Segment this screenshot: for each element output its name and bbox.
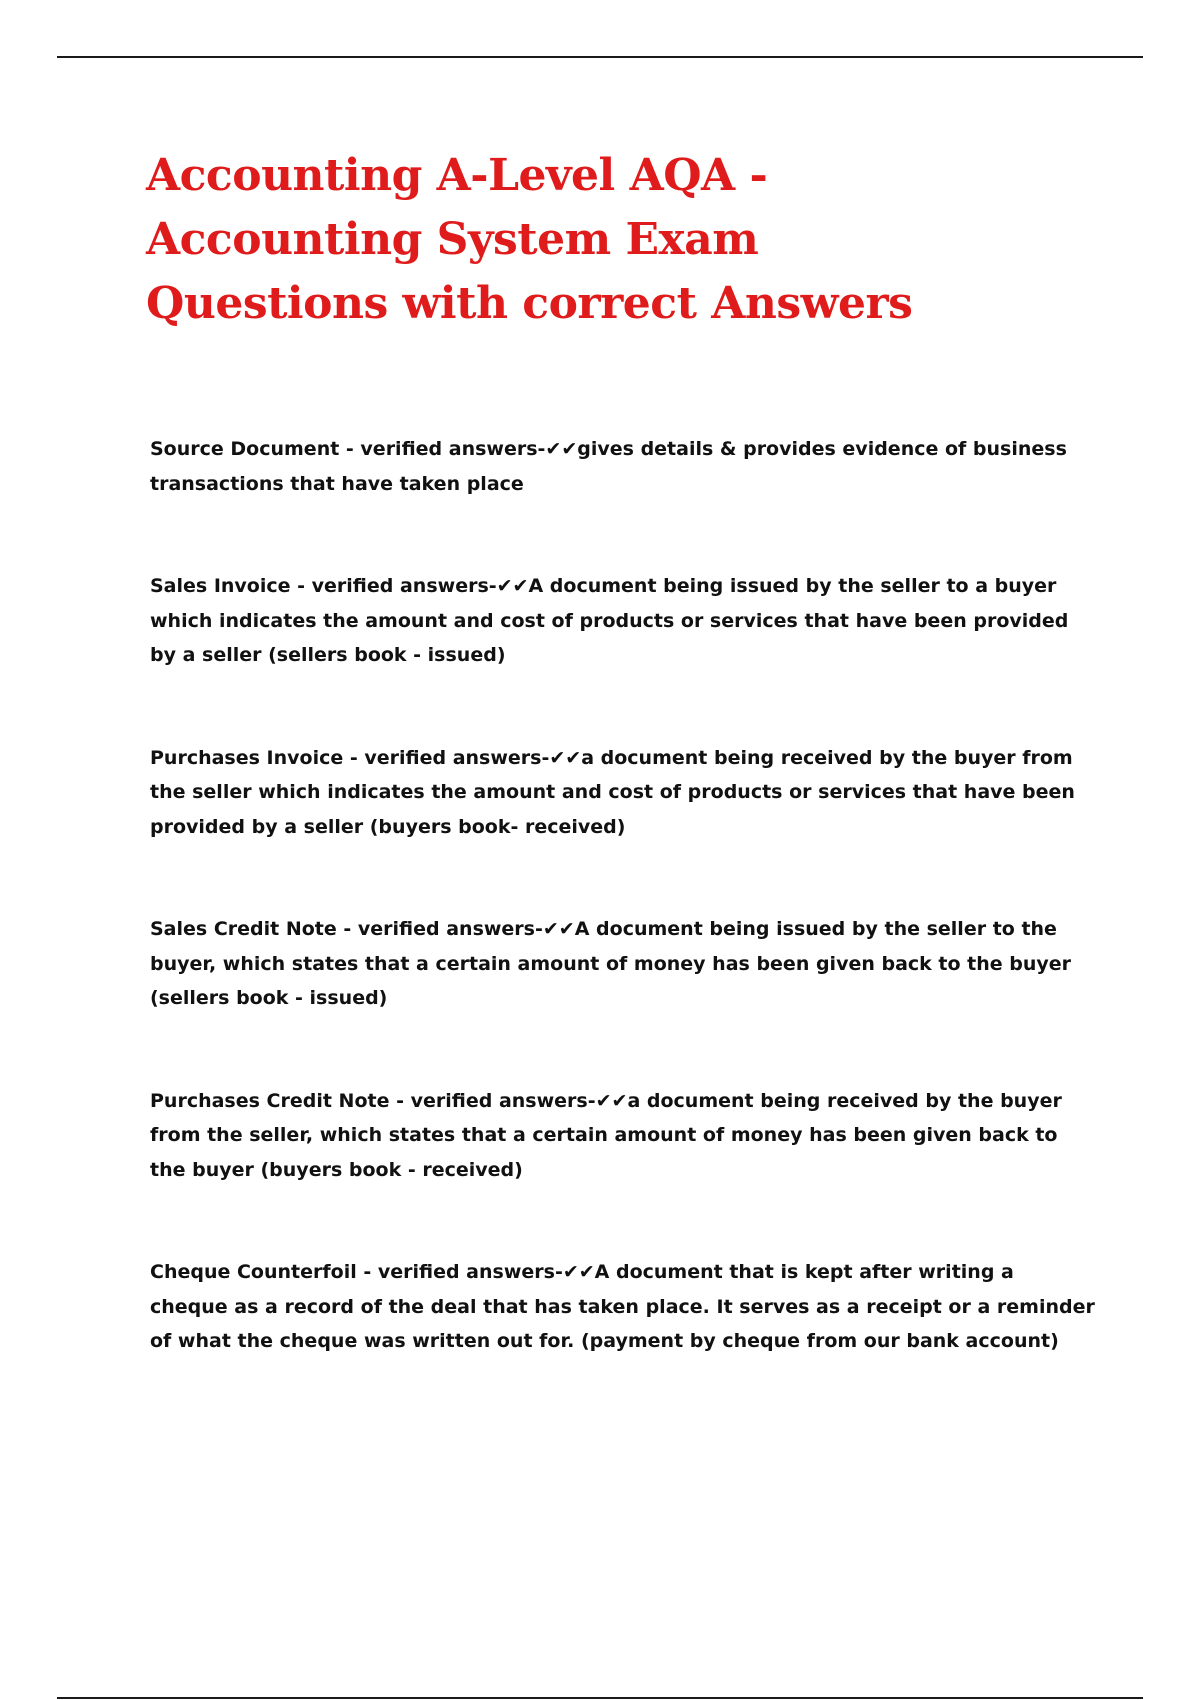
qa-entry-sales-credit-note (146, 912, 1096, 1016)
qa-entry-text: Sales Invoice - verified answers-✔✔A document being issued by the seller to a buyer which indicates the amount and cost of products or services that have been provided by a seller (sellers book - issued) (150, 575, 1069, 666)
qa-entry-purchases-credit-note (146, 1084, 1096, 1188)
bottom-divider (57, 1697, 1143, 1699)
qa-entry-sales-invoice (146, 569, 1096, 673)
qa-entry-cheque-counterfoil (146, 1255, 1096, 1359)
qa-entry-text: Purchases Credit Note - verified answers-✔✔a document being received by the buyer from the seller, which states that a certain amount of money has been given back to the buyer (buyers book - received) (150, 1089, 1062, 1181)
qa-entry-text: Cheque Counterfoil - verified answers-✔✔A document that is kept after writing a cheque as a record of the deal that has taken place. It serves as a receipt or a reminder of what the cheque was written out for. (payment by cheque from our bank account) (150, 1261, 1095, 1352)
qa-entry-source-document (146, 432, 1096, 501)
qa-entry-purchases-invoice (146, 741, 1096, 845)
qa-list (146, 432, 1096, 1427)
qa-entry-text: Sales Credit Note - verified answers-✔✔A document being issued by the seller to the buyer, which states that a certain amount of money has been given back to the buyer (sellers book - issued) (150, 918, 1072, 1009)
qa-entry-text: Source Document - verified answers-✔✔gives details & provides evidence of business transactions that have taken place (150, 438, 1067, 495)
top-divider (57, 56, 1143, 58)
document-title: Accounting A-Level AQA - Accounting System Exam Questions with correct Answers (146, 150, 913, 329)
qa-entry-text: Purchases Invoice - verified answers-✔✔a document being received by the buyer from the seller which indicates the amount and cost of products or services that have been provided by a seller (buyers book- received) (150, 746, 1075, 838)
